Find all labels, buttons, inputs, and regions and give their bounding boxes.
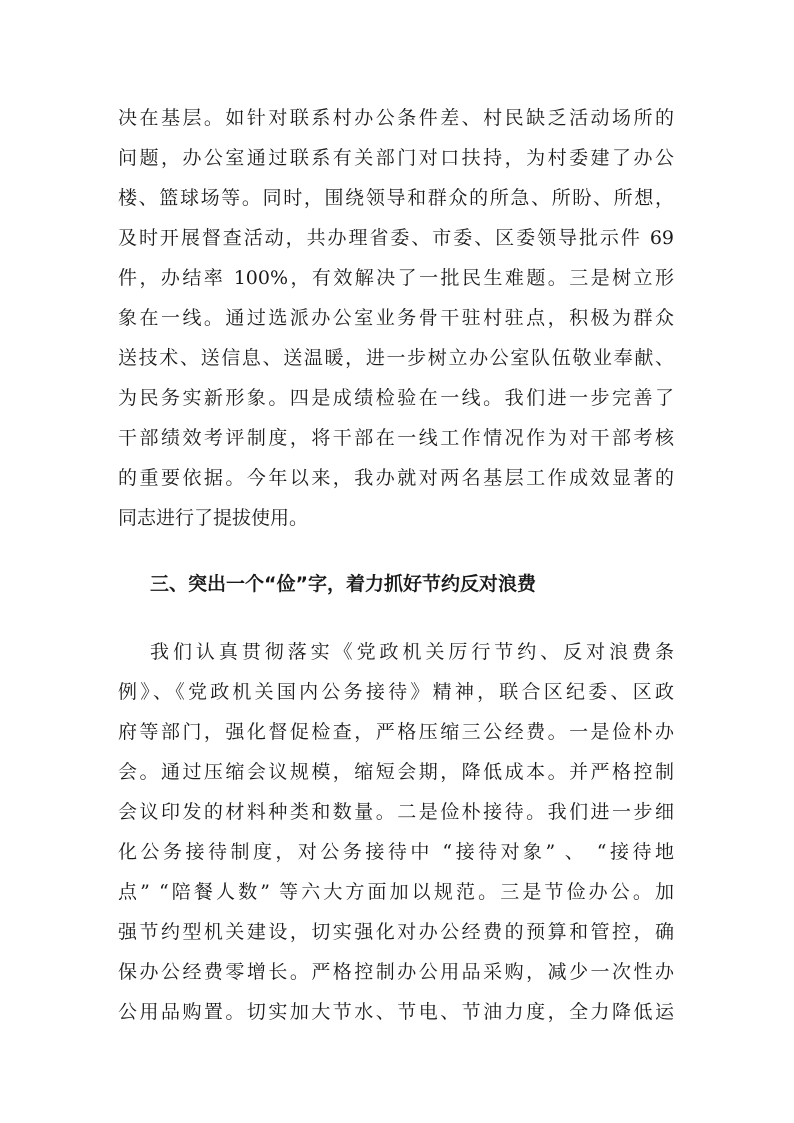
paragraph-line: 化公务接待制度，对公务接待中 “接待对象” 、 “接待地 xyxy=(118,841,674,863)
paragraph-line: 送技术、送信息、送温暖，进一步树立办公室队伍敬业奉献、 xyxy=(118,347,674,369)
paragraph-line: 强节约型机关建设，切实强化对办公经费的预算和管控，确 xyxy=(118,921,674,943)
paragraph-line: 决在基层。如针对联系村办公条件差、村民缺乏活动场所的 xyxy=(118,107,674,129)
section-heading: 三、突出一个“俭”字，着力抓好节约反对浪费 xyxy=(150,573,536,595)
paragraph-line: 府等部门，强化督促检查，严格压缩三公经费。一是俭朴办 xyxy=(118,721,674,743)
paragraph-line: 的重要依据。今年以来，我办就对两名基层工作成效显著的 xyxy=(118,467,674,489)
paragraph-line: 我们认真贯彻落实《党政机关厉行节约、反对浪费条 xyxy=(150,641,674,663)
paragraph-line: 干部绩效考评制度，将干部在一线工作情况作为对干部考核 xyxy=(118,427,674,449)
paragraph-line: 会。通过压缩会议规模，缩短会期，降低成本。并严格控制 xyxy=(118,761,674,783)
paragraph-line: 公用品购置。切实加大节水、节电、节油力度，全力降低运 xyxy=(118,1001,674,1023)
paragraph-line: 及时开展督查活动，共办理省委、市委、区委领导批示件 69 xyxy=(118,227,674,249)
paragraph-line: 会议印发的材料种类和数量。二是俭朴接待。我们进一步细 xyxy=(118,801,674,823)
paragraph-line: 楼、篮球场等。同时，围绕领导和群众的所急、所盼、所想， xyxy=(118,187,674,209)
paragraph-line: 问题，办公室通过联系有关部门对口扶持，为村委建了办公 xyxy=(118,147,674,169)
paragraph-line: 点” “陪餐人数” 等六大方面加以规范。三是节俭办公。加 xyxy=(118,881,674,903)
paragraph-line: 件，办结率 100%，有效解决了一批民生难题。三是树立形 xyxy=(118,267,674,289)
paragraph-line: 例》、《党政机关国内公务接待》精神，联合区纪委、区政 xyxy=(118,681,674,703)
paragraph-line: 保办公经费零增长。严格控制办公用品采购，减少一次性办 xyxy=(118,961,674,983)
paragraph-line: 象在一线。通过选派办公室业务骨干驻村驻点，积极为群众 xyxy=(118,307,674,329)
paragraph-line: 同志进行了提拔使用。 xyxy=(118,507,309,529)
paragraph-line: 为民务实新形象。四是成绩检验在一线。我们进一步完善了 xyxy=(118,387,674,409)
